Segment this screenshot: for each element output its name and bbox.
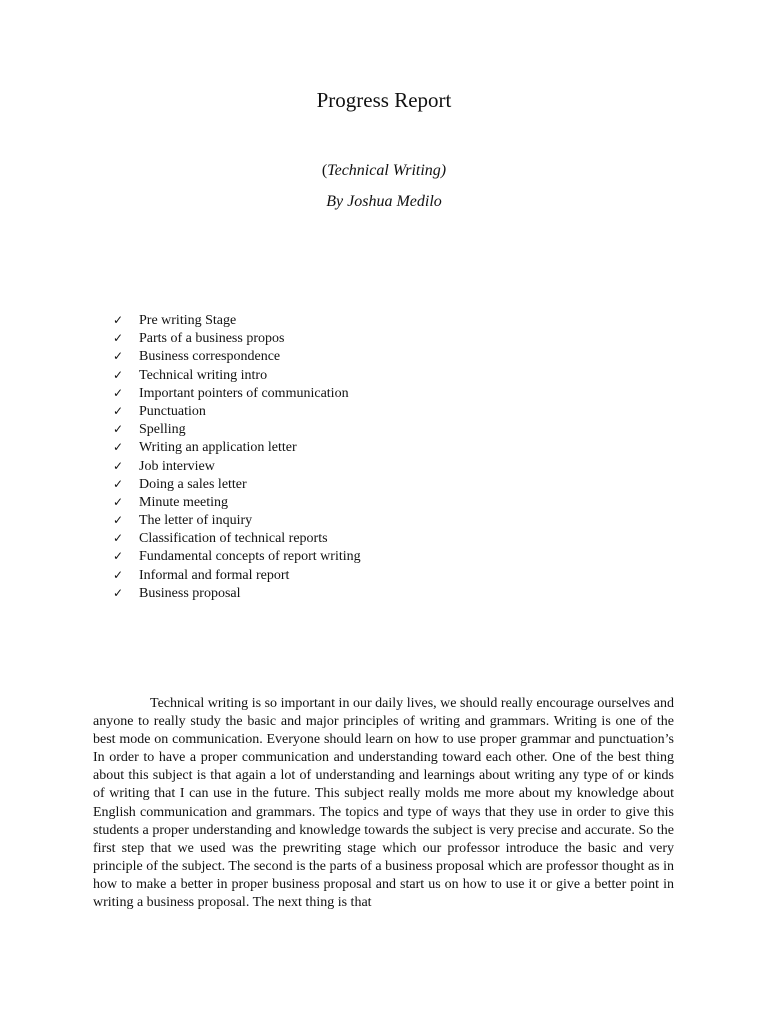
list-item-label: Business correspondence: [139, 349, 281, 365]
checkmark-icon: ✓: [113, 513, 124, 528]
list-item-label: Parts of a business propos: [139, 331, 285, 347]
list-item: [113, 511, 361, 529]
list-item: [113, 547, 361, 565]
checkmark-icon: ✓: [113, 385, 124, 400]
list-item: [113, 457, 361, 475]
checkmark-icon: ✓: [113, 549, 124, 564]
topic-checklist: [113, 311, 361, 602]
list-item-label: Doing a sales letter: [139, 476, 247, 492]
list-item-label: Punctuation: [139, 403, 206, 419]
list-item: [113, 584, 361, 602]
checkmark-icon: ✓: [113, 403, 124, 418]
checkmark-icon: ✓: [113, 313, 124, 327]
list-item-label: Informal and formal report: [139, 567, 290, 583]
list-item: [113, 311, 361, 329]
checkmark-icon: ✓: [113, 440, 124, 455]
list-item: [113, 402, 361, 420]
list-item: [113, 475, 361, 493]
list-item: [113, 347, 361, 365]
list-item-label: Important pointers of communication: [139, 385, 349, 401]
checkmark-icon: ✓: [113, 567, 124, 582]
subtitle-text: Technical Writing): [327, 162, 447, 179]
list-item-label: Minute meeting: [139, 494, 229, 510]
list-item: [113, 566, 361, 584]
body-paragraph: Technical writing is so important in our daily lives, we should really encourage ourselves and anyone to really study the basic and major principles of writing and grammars. Writing is one of the best mode on communication. Everyone should learn on how to use proper grammar and punctuation’s In order to have a proper communication and understanding toward each other. One of the best thing about this subject is that again a lot of understanding and learnings about writing any type of or kinds of writing that I can use in the future. This subject really molds me more about my knowledge about English communication and grammars. The topics and type of ways that they use in order to give this students a proper understanding and knowledge towards the subject is very precise and accurate. So the first step that we used was the prewriting stage which our professor introduce the basic and very principle of the subject. The second is the parts of a business proposal which are professor thought as in how to make a better in proper business proposal and start us on how to use it or give a better point in writing a business proposal. The next thing is that: [93, 696, 674, 911]
checkmark-icon: ✓: [113, 331, 124, 346]
author-line: By Joshua Medilo: [326, 193, 442, 210]
list-item: [113, 529, 361, 547]
list-item: [113, 329, 361, 347]
checkmark-icon: ✓: [113, 531, 124, 546]
list-item: [113, 366, 361, 384]
list-item: [113, 438, 361, 456]
list-item-label: Pre writing Stage: [139, 313, 237, 328]
list-item: [113, 493, 361, 511]
list-item-label: Business proposal: [139, 585, 241, 601]
checkmark-icon: ✓: [113, 494, 124, 509]
list-item-label: Fundamental concepts of report writing: [139, 549, 361, 565]
list-item-label: Classification of technical reports: [139, 531, 328, 547]
subtitle-open-paren: (: [321, 162, 328, 179]
list-item: [113, 384, 361, 402]
checkmark-icon: ✓: [113, 476, 124, 491]
checkmark-icon: ✓: [113, 458, 124, 473]
checkmark-icon: ✓: [113, 585, 124, 600]
subtitle: [0, 159, 768, 183]
checkmark-icon: ✓: [113, 367, 124, 382]
list-item-label: Writing an application letter: [139, 440, 297, 456]
checkmark-icon: ✓: [113, 349, 124, 364]
list-item-label: The letter of inquiry: [139, 513, 253, 529]
page-title: Progress Report: [316, 88, 452, 112]
list-item-label: Technical writing intro: [139, 367, 268, 383]
list-item-label: Spelling: [139, 422, 186, 438]
list-item: [113, 420, 361, 438]
checkmark-icon: ✓: [113, 422, 124, 437]
list-item-label: Job interview: [139, 458, 215, 474]
